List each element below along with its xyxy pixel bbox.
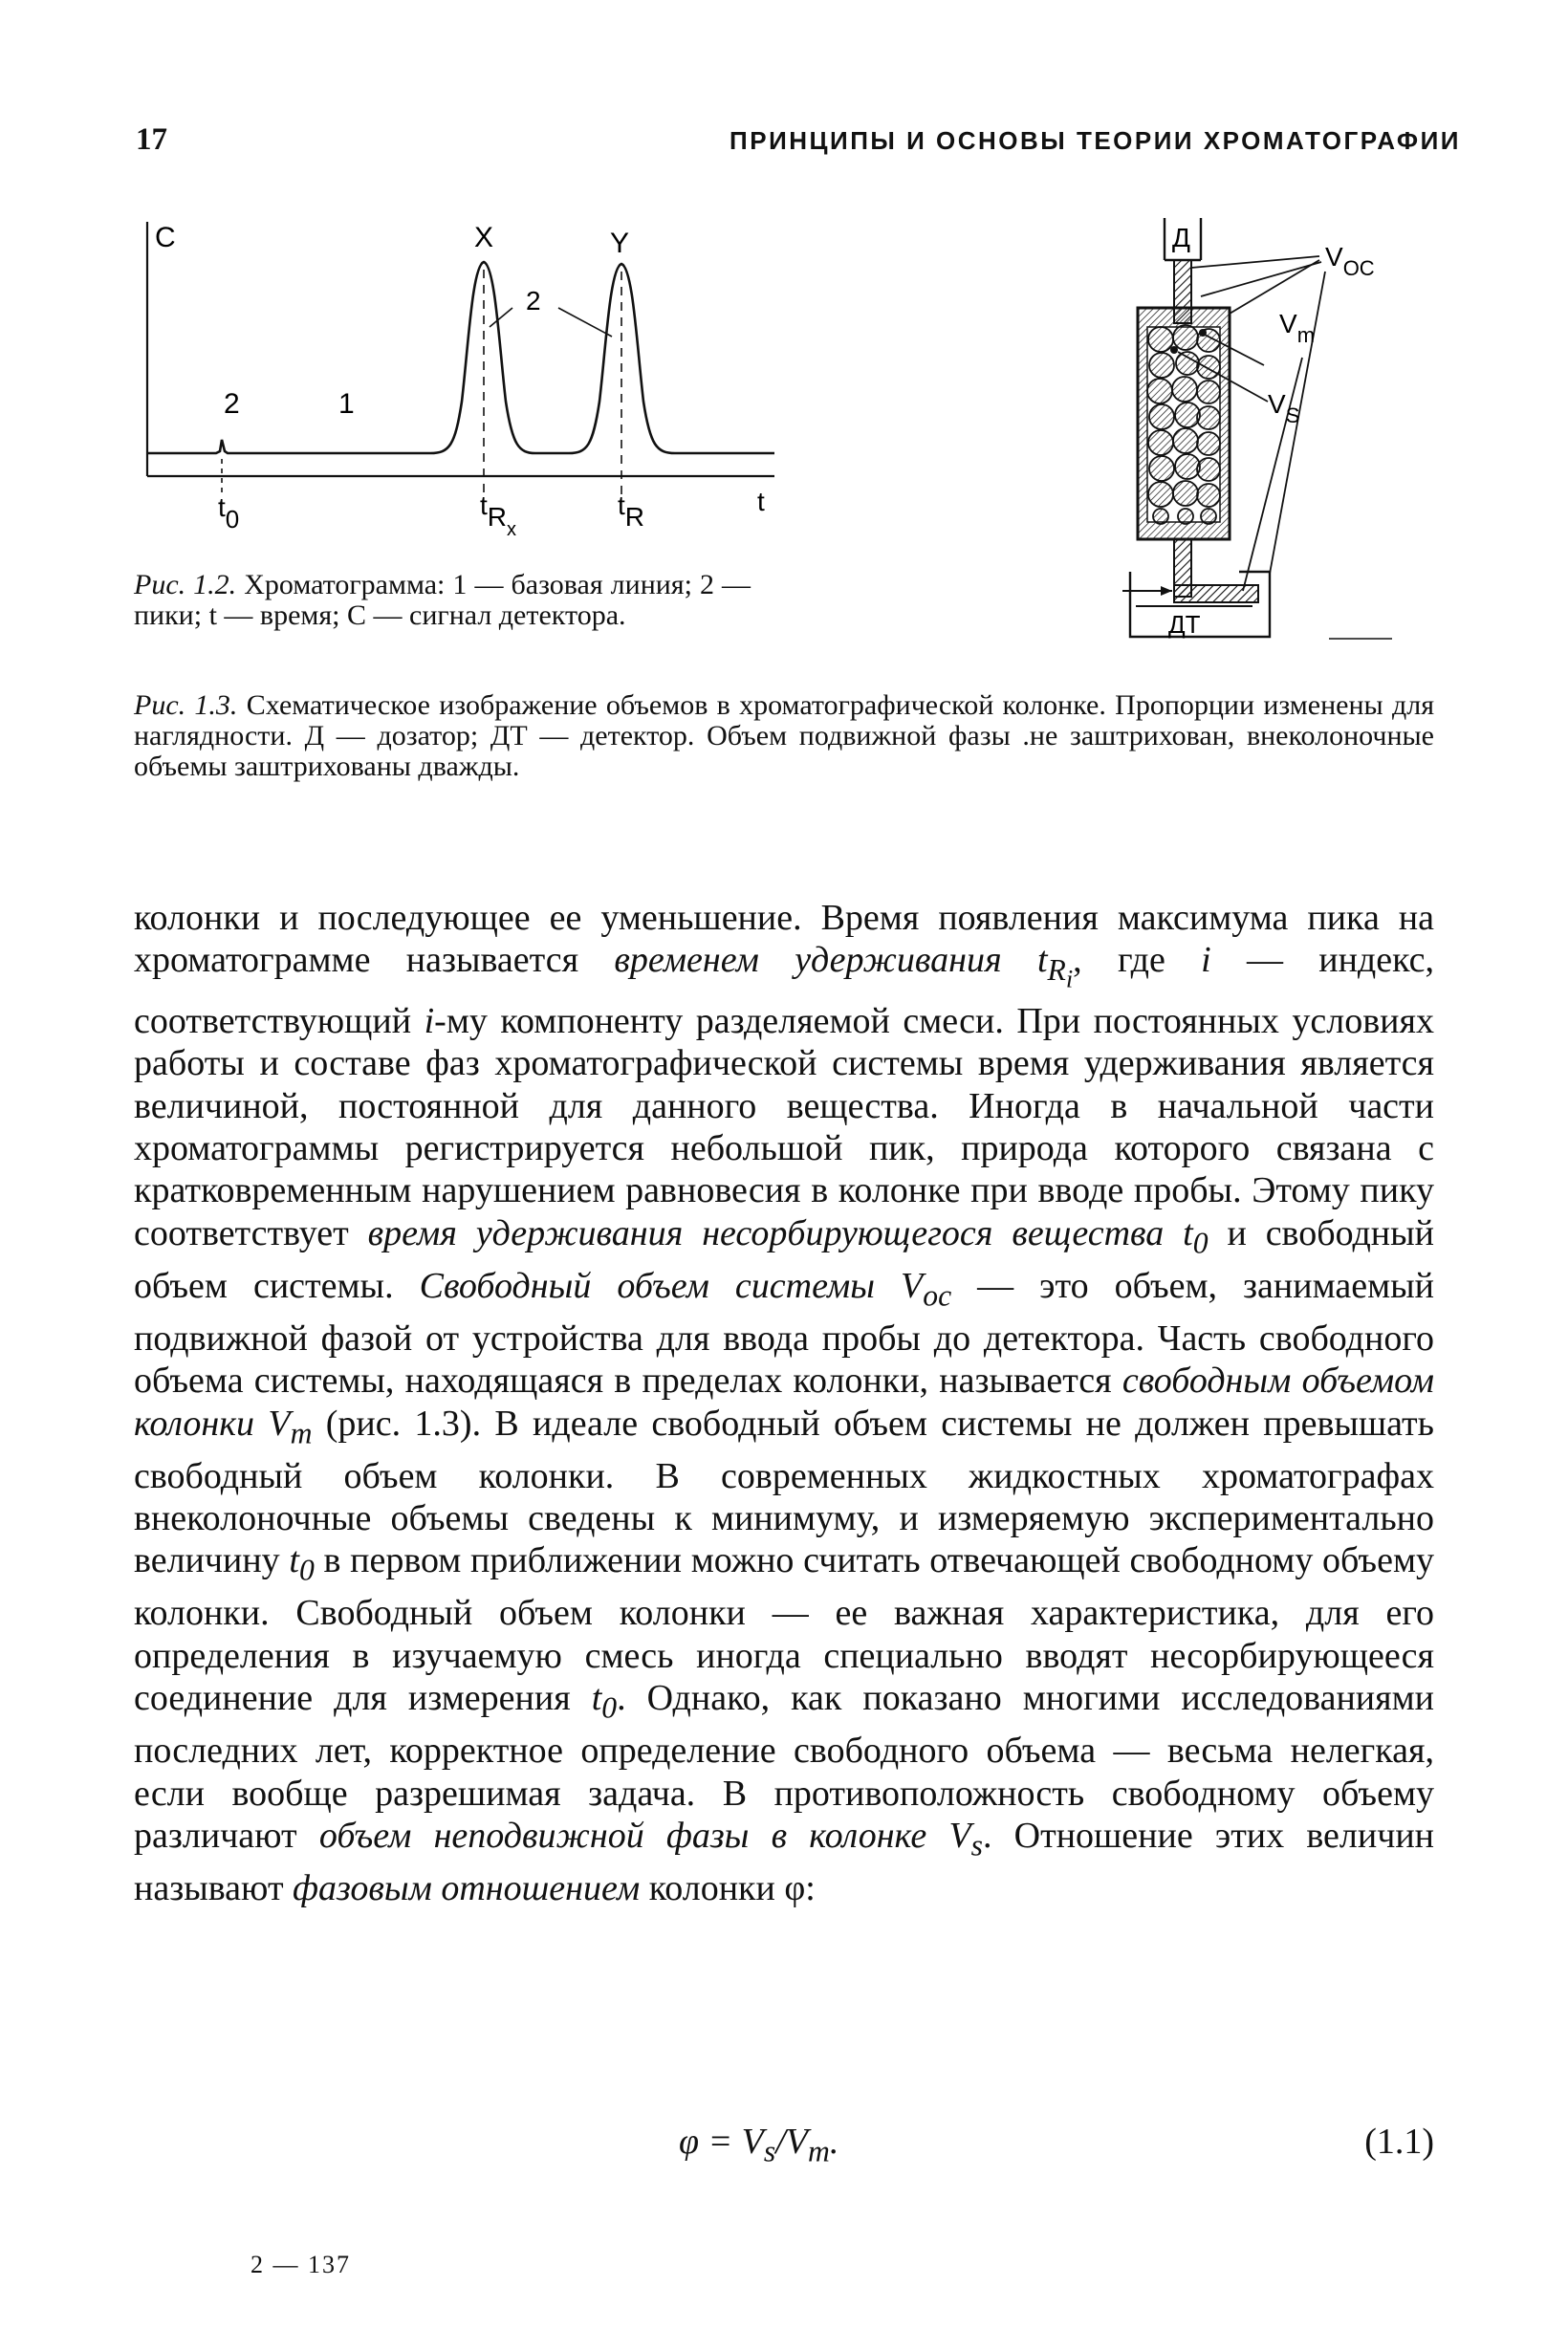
phase-ratio-formula: $\varphi = V_s/V_m$. [679, 2122, 839, 2168]
running-title: ПРИНЦИПЫ И ОСНОВЫ ТЕОРИИ ХРОМАТОГРАФИИ [730, 126, 1461, 155]
page-number: 17 [136, 122, 167, 157]
chromatogram-figure [134, 210, 784, 564]
printer-signature: 2 — 137 [250, 2251, 351, 2278]
equation-1-1 [134, 2121, 1434, 2168]
symbol-t0: $t_0$ [289, 1540, 315, 1587]
symbol-vm: $V_m$ [268, 1403, 313, 1450]
vs-label: $V_S$ [1268, 389, 1300, 427]
vm-label: $V_m$ [1279, 309, 1316, 347]
label-2-peaks: 2 [526, 286, 541, 316]
tick-tr: tR [618, 490, 645, 532]
column-schematic-figure [1109, 210, 1453, 669]
vm-marker-dot [1170, 346, 1178, 354]
outlet-bend [1174, 585, 1258, 602]
pointer-line-y [558, 308, 612, 337]
caption-ref: Рис. 1.2. [134, 569, 237, 600]
chromatogram-trace [147, 262, 774, 453]
peak-y-label: Y [610, 228, 630, 259]
axis-label-c: C [155, 222, 176, 253]
symbol-vs: $V_s$ [948, 1816, 983, 1862]
symbol-voc: $V_{ос}$ [901, 1265, 952, 1313]
symbol-t-ri: $t_{R_i}$ [1036, 940, 1074, 993]
figure-1-3-caption [134, 690, 1434, 782]
voc-label: $V_{OC}$ [1325, 242, 1375, 280]
tick-t0: t0 [218, 492, 240, 534]
equation-number: (1.1) [1364, 2122, 1434, 2162]
symbol-t0: $t_0$ [591, 1678, 618, 1725]
label-2-small-peak: 2 [224, 388, 240, 420]
detector-box [1122, 572, 1270, 639]
tick-trx: $tR_x$ [480, 490, 517, 540]
label-1-baseline: 1 [338, 388, 355, 420]
main-paragraph: колонки и последующее ее уменьшение. Время появления максимума пика на хроматограмме называется временем удерживания $t_{R_i}$, где i — индекс, соответствующий i-му компоненту разделяемой смеси. При постоянных условиях работы и составе фаз хроматографической системы время удерживания является величиной, постоянной для данного вещества. Иногда в начальной части хроматограммы регистрируется небольшой пик, природа которого связана с кратковременным нарушением равновесия в колонке при вводе пробы. Этому пику соответствует время удерживания несорбирующегося вещества $t_0$ и свободный объем системы. Свободный объем системы $V_{ос}$ — это объем, занимаемый подвижной фазой от устройства для ввода пробы до детектора. Часть свободного объема системы, находящаяся в пределах колонки, называется свободным объемом колонки $V_m$ (рис. 1.3). В идеале свободный объем системы не должен превышать свободный объем колонки. В современных жидкостных хроматографах внеколоночные объемы сведены к минимуму, и измеряемую экспериментально величину $t_0$ в первом приближении можно считать отвечающей свободному объему колонки. Свободный объем колонки — ее важная характеристика, для его определения в изучаемую смесь иногда специально вводят несорбирующееся соединение для измерения $t_0$. Однако, как показано многими исследованиями последних лет, корректное определение свободного объема — весьма нелегкая, если вообще разрешимая задача. В противоположность свободному объему различают объем неподвижной фазы в колонке $V_s$. Отношение этих величин называют фазовым отношением колонки φ: [134, 898, 1435, 1909]
peak-x-label: X [474, 222, 494, 253]
caption-text: Хроматограмма: 1 — базовая линия; 2 — пики; t — время; C — сигнал детектора. [134, 569, 751, 631]
injector-box [1165, 218, 1201, 260]
symbol-t0: $t_0$ [1183, 1212, 1209, 1260]
caption-ref: Рис. 1.3. [134, 689, 238, 721]
pointer-line-x [490, 308, 512, 327]
injector-label: Д [1172, 223, 1190, 252]
detector-label: ДТ [1168, 610, 1201, 639]
figure-1-2-caption [134, 570, 751, 631]
tick-t: t [757, 487, 765, 516]
caption-text: Схематическое изображение объемов в хроматографической колонке. Пропорции изменены для наглядности. Д — дозатор; ДТ — детектор. Объем подвижной фазы .не заштрихован, внеколоночные объемы заштрихованы дважды. [134, 689, 1434, 782]
